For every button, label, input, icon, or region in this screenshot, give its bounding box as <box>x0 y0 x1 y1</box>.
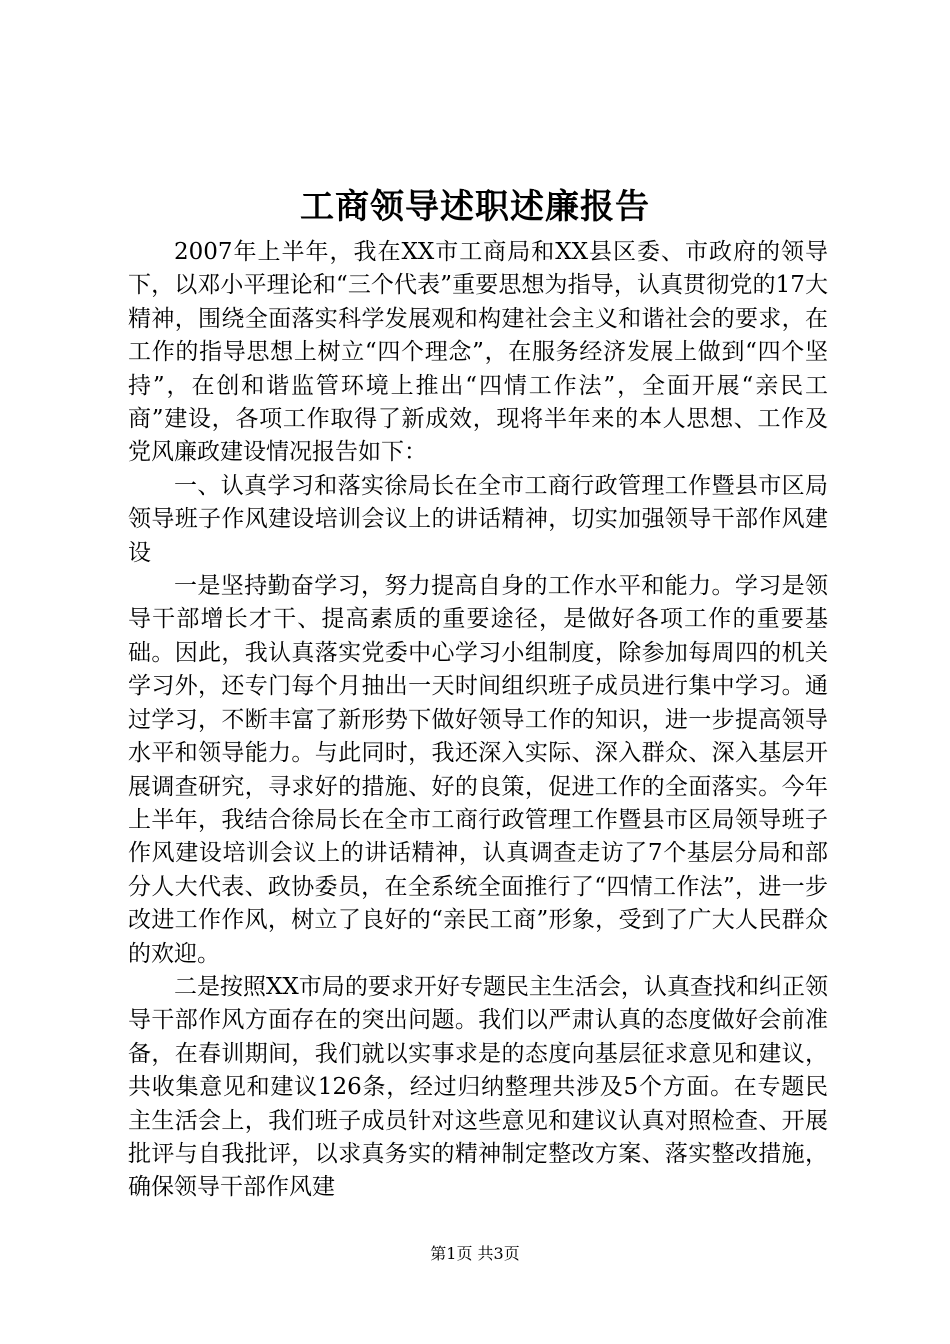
paragraph-point-one: 一是坚持勤奋学习，努力提高自身的工作水平和能力。学习是领导干部增长才干、提高素质的重要途径，是做好各项工作的重要基础。因此，我认真落实党委中心学习小组制度，除参加每周四的机关学习外，还专门每个月抽出一天时间组织班子成员进行集中学习。通过学习，不断丰富了新形势下做好领导工作的知识，进一步提高领导水平和领导能力。与此同时，我还深入实际、深入群众、深入基层开展调查研究，寻求好的措施、好的良策，促进工作的全面落实。今年上半年，我结合徐局长在全市工商行政管理工作暨县市区局领导班子作风建设培训会议上的讲话精神，认真调查走访了7个基层分局和部分人大代表、政协委员，在全系统全面推行了“四情工作法”，进一步改进工作作风，树立了良好的“亲民工商”形象，受到了广大人民群众的欢迎。 <box>128 573 828 967</box>
paragraph-intro: 2007年上半年，我在XX市工商局和XX县区委、市政府的领导下，以邓小平理论和“三个代表”重要思想为指导，认真贯彻党的17大精神，围绕全面落实科学发展观和构建社会主义和谐社会的要求，在工作的指导思想上树立“四个理念”，在服务经济发展上做到“四个坚持”，在创和谐监管环境上推出“四情工作法”，全面开展“亲民工商”建设，各项工作取得了新成效，现将半年来的本人思想、工作及党风廉政建设情况报告如下： <box>128 239 828 466</box>
page-footer: 第1页 共3页 <box>430 1244 520 1263</box>
document-body <box>128 236 828 1205</box>
paragraph-section-one-heading: 一、认真学习和落实徐局长在全市工商行政管理工作暨县市区局领导班子作风建设培训会议上的讲话精神，切实加强领导干部作风建设 <box>128 472 828 566</box>
paragraph-point-two: 二是按照XX市局的要求开好专题民主生活会，认真查找和纠正领导干部作风方面存在的突出问题。我们以严肃认真的态度做好会前准备，在春训期间，我们就以实事求是的态度向基层征求意见和建议，共收集意见和建议126条，经过归纳整理共涉及5个方面。在专题民主生活会上，我们班子成员针对这些意见和建议认真对照检查、开展批评与自我批评，以求真务实的精神制定整改方案、落实整改措施，确保领导干部作风建 <box>128 973 828 1201</box>
document-title: 工商领导述职述廉报告 <box>300 187 650 227</box>
